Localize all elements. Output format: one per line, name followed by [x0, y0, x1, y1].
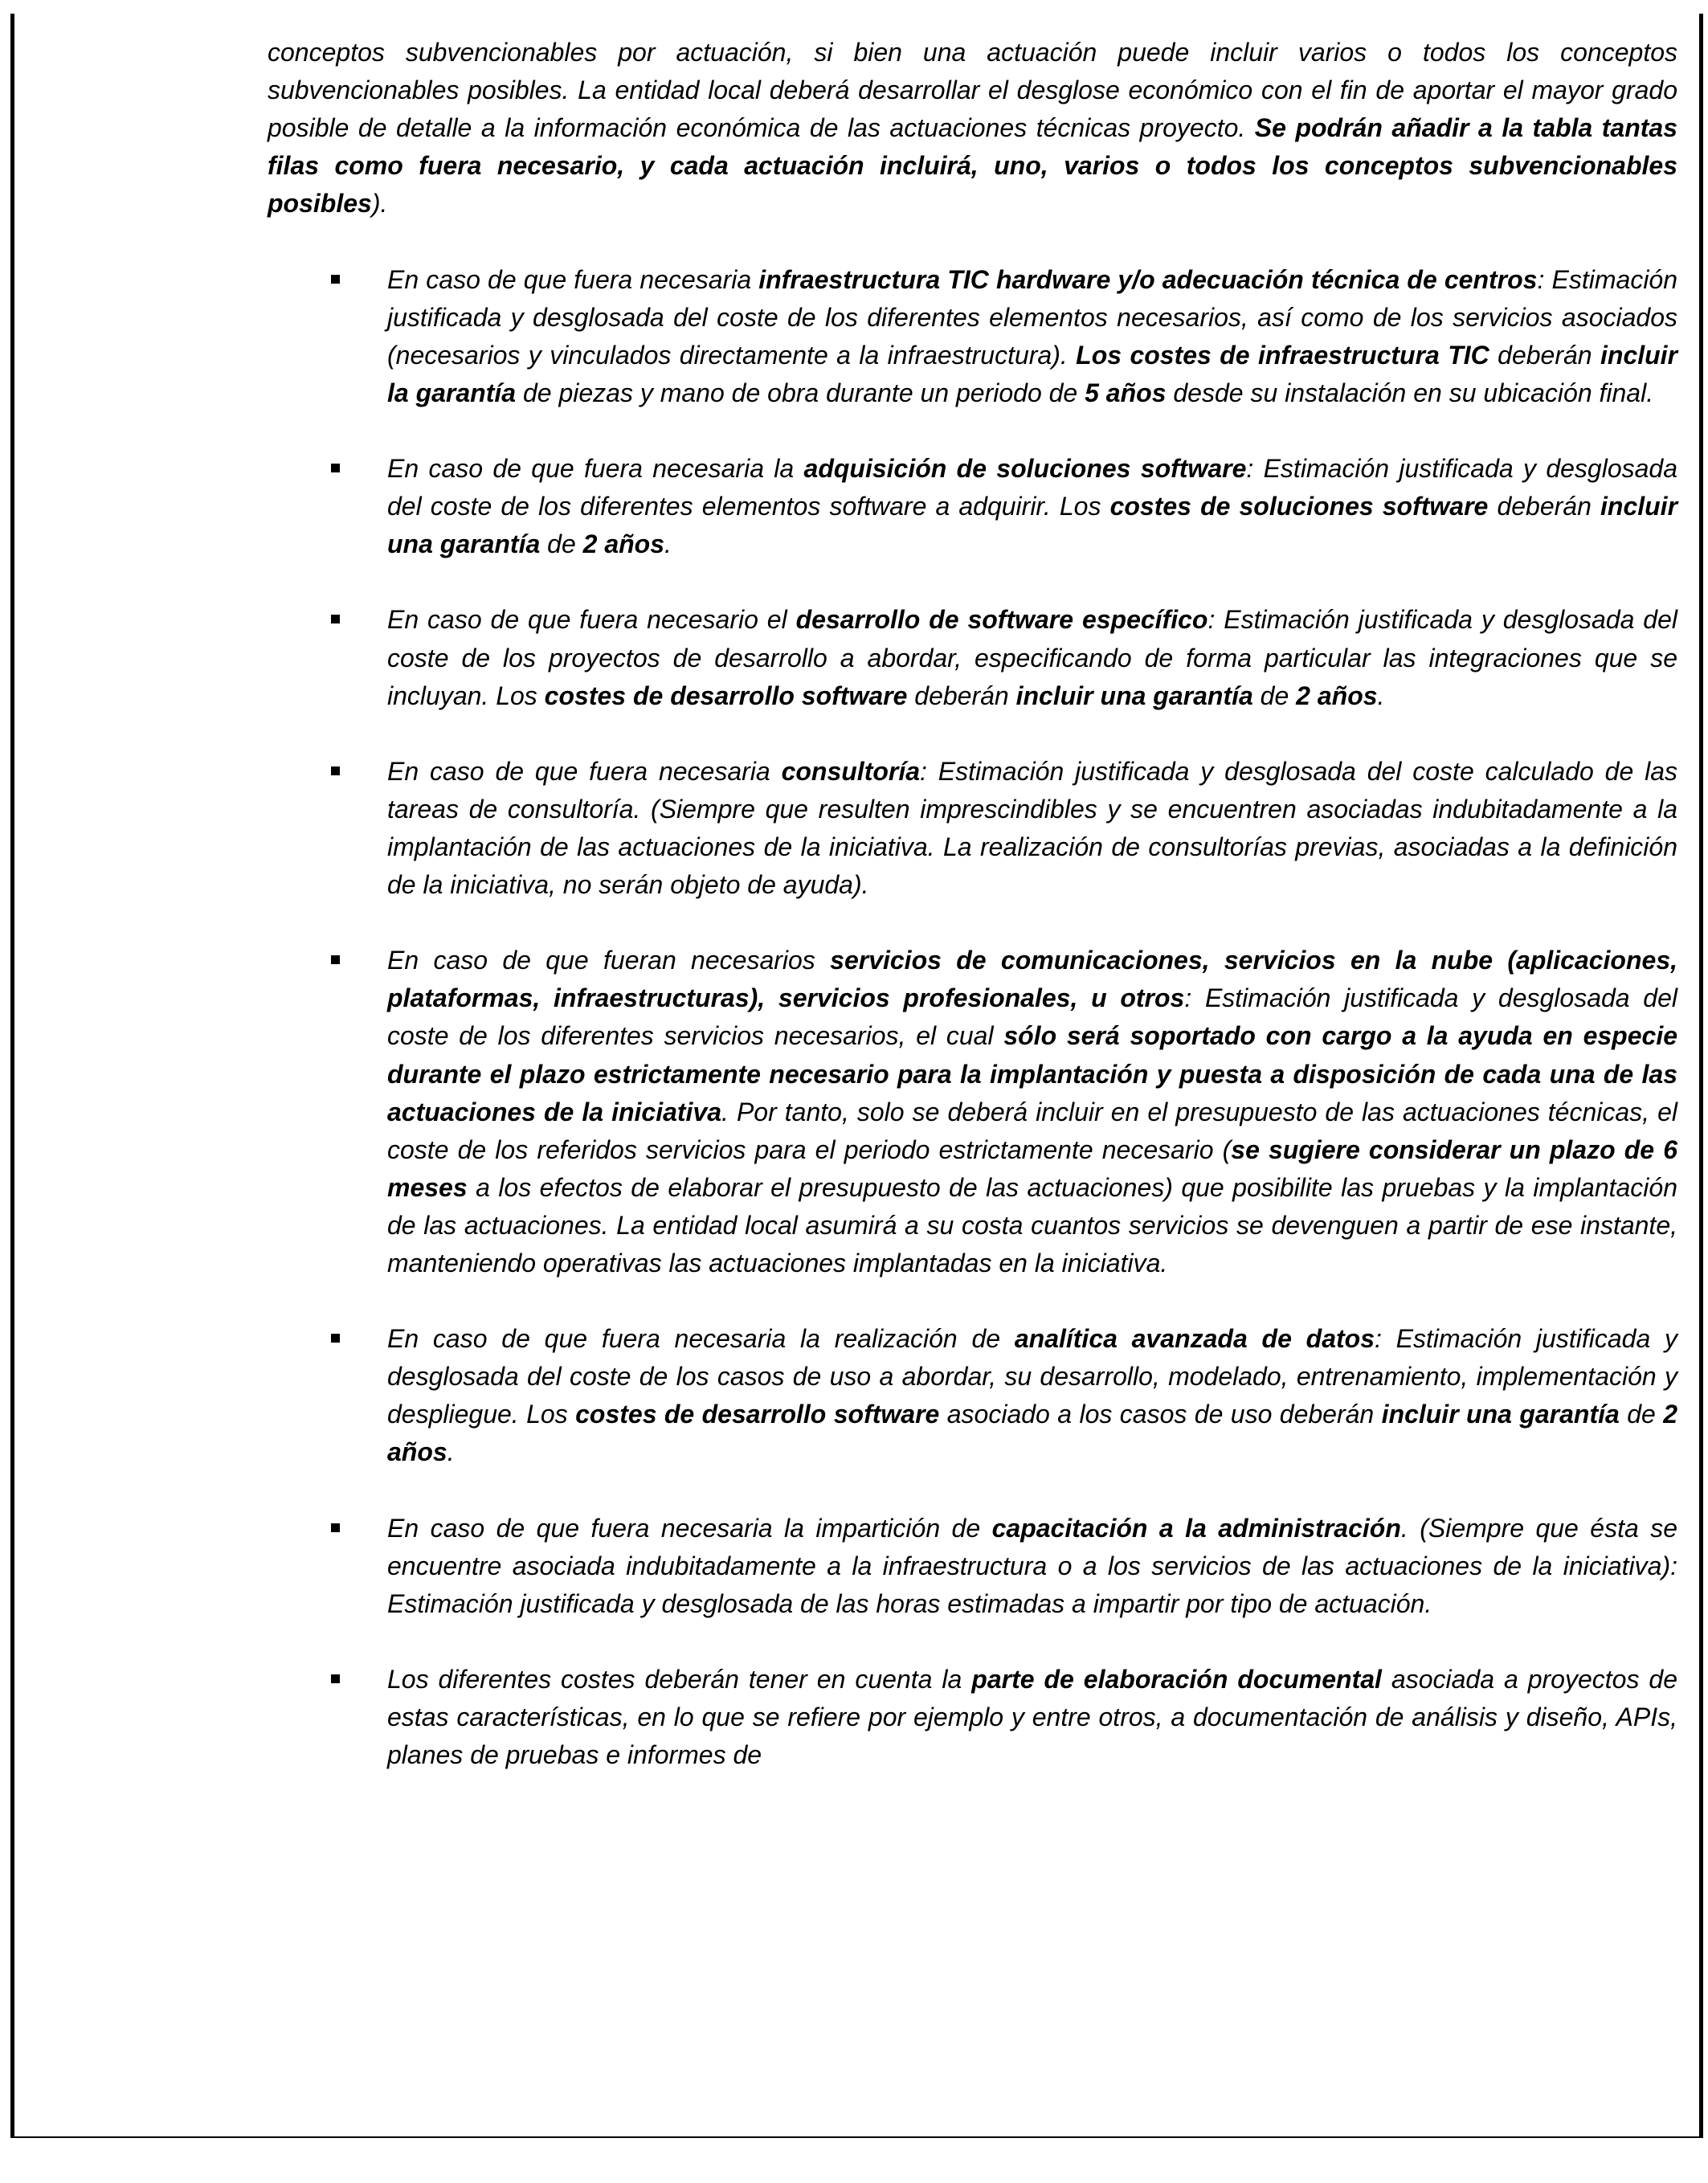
bold-segment: 2 años [1296, 681, 1378, 710]
bold-segment: adquisición de soluciones software [803, 454, 1247, 484]
text-segment: . [1377, 681, 1385, 710]
list-item-consultoria [387, 753, 1677, 904]
bold-segment: desarrollo de software específico [795, 605, 1208, 635]
bold-segment: 5 años [1085, 378, 1167, 407]
text-segment: . [447, 1437, 455, 1467]
intro-paragraph [268, 34, 1677, 223]
list-item-servicios-comunicaciones [387, 942, 1677, 1282]
text-segment: En caso de que fuera necesaria la impartición de [387, 1513, 992, 1543]
list-item-infraestructura-tic [387, 261, 1677, 412]
list-item-text [387, 1665, 1677, 1769]
bold-segment: costes de desarrollo software [575, 1400, 940, 1429]
text-segment: deberán [1489, 340, 1600, 370]
square-bullet-icon [331, 1523, 340, 1532]
square-bullet-icon [331, 615, 340, 623]
bold-segment: infraestructura TIC hardware y/o adecuación técnica de centros [758, 264, 1538, 294]
intro-text: conceptos subvencionables por actuación, si bien una actuación puede incluir varios o todos los conceptos subvencionables posibles. La entidad local deberá desarrollar el desglose económico con el fin de aportar el mayor grado posible de detalle a la información económica de las actuaciones técnicas proyecto. [268, 38, 1677, 143]
list-item-text [387, 946, 1677, 1278]
list-item-desarrollo-software [387, 601, 1677, 714]
text-segment: asociado a los casos de uso deberán [939, 1400, 1382, 1429]
list-item-text [387, 454, 1677, 558]
text-segment: de piezas y mano de obra durante un periodo de [516, 378, 1085, 407]
list-item-analitica-datos [387, 1320, 1677, 1471]
bold-segment: sólo será soportado con cargo a la ayuda en especie durante el plazo estrictamente necesario para la implantación y puesta a disposición de cada una de las actuaciones de la iniciativa [387, 1021, 1678, 1126]
bold-segment: Los costes de infraestructura TIC [1076, 340, 1489, 370]
text-segment: : Estimación justificada y desglosada del coste de los diferentes elementos software a adquirir. Los [387, 454, 1678, 521]
bold-segment: incluir una garantía [387, 492, 1678, 559]
text-segment: : Estimación justificada y desglosada del coste de los diferentes servicios necesarios, el cual [387, 983, 1677, 1051]
text-segment: : Estimación justificada y desglosada del coste de los diferentes elementos necesarios, así como de los servicios asociados (necesarios y vinculados directamente a la infraestructura). [387, 264, 1678, 370]
list-item-text [387, 265, 1677, 407]
document-body [268, 34, 1677, 1812]
text-segment: : Estimación justificada y desglosada del coste de los casos de uso a abordar, su desarrollo, modelado, entrenamiento, implementación y despliegue. Los [387, 1324, 1678, 1429]
text-segment: deberán [907, 681, 1016, 710]
bold-segment: parte de elaboración documental [971, 1665, 1382, 1694]
text-segment: deberán [1488, 492, 1600, 521]
text-segment: desde su instalación en su ubicación final. [1166, 378, 1654, 407]
text-segment: En caso de que fuera necesaria [387, 264, 759, 294]
text-segment: Los diferentes costes deberán tener en cuenta la [387, 1665, 972, 1694]
text-segment: En caso de que fuera necesaria la realización de [387, 1324, 1015, 1354]
text-segment: En caso de que fuera necesario el [387, 605, 796, 635]
bold-segment: servicios de comunicaciones, servicios en la nube (aplicaciones, plataformas, infraestructuras), servicios profesionales, u otros [387, 946, 1678, 1013]
text-segment: : Estimación justificada y desglosada del coste calculado de las tareas de consultoría. (Siempre que resulten imprescindibles y se encuentren asociadas indubitadamente a la implantación de las actuaciones de la iniciativa. La realización de consultorías previas, asociadas a la definición de la iniciativa, no serán objeto de ayuda). [387, 756, 1678, 900]
intro-closing: ). [371, 189, 388, 219]
square-bullet-icon [331, 955, 340, 964]
square-bullet-icon [331, 275, 340, 284]
bold-segment: capacitación a la administración [991, 1513, 1401, 1543]
list-item-text [387, 1324, 1677, 1466]
square-bullet-icon [331, 1334, 340, 1343]
list-item-soluciones-software [387, 450, 1677, 563]
text-segment: de [1619, 1400, 1664, 1429]
text-segment: En caso de que fueran necesarios [387, 946, 831, 975]
bold-segment: se sugiere considerar un plazo de 6 meses [387, 1134, 1678, 1202]
bold-segment: costes de desarrollo software [544, 681, 908, 710]
text-segment: En caso de que fuera necesaria la [387, 454, 804, 484]
bold-segment: analítica avanzada de datos [1014, 1324, 1375, 1354]
text-segment: a los efectos de elaborar el presupuesto de las actuaciones) que posibilite las pruebas y la implantación de las actuaciones. La entidad local asumirá a su costa cuantos servicios se devenguen a partir de ese instante, manteniendo operativas las actuaciones implantadas en la iniciativa. [387, 1172, 1677, 1278]
square-bullet-icon [331, 1674, 340, 1683]
list-item-text [387, 757, 1677, 899]
list-item-elaboracion-documental [387, 1661, 1677, 1774]
text-segment: . [664, 529, 672, 559]
bold-segment: consultoría [781, 756, 921, 786]
text-segment: asociada a proyectos de estas características, en lo que se refiere por ejemplo y entre otros, a documentación de análisis y diseño, APIs, planes de pruebas e informes de [387, 1665, 1678, 1770]
bold-segment: costes de soluciones software [1109, 492, 1489, 521]
text-segment: de [540, 529, 583, 559]
square-bullet-icon [331, 464, 340, 472]
bold-segment: 2 años [387, 1400, 1678, 1467]
list-item-text [387, 605, 1677, 709]
text-segment: de [1252, 681, 1297, 710]
bold-segment: incluir una garantía [1381, 1400, 1620, 1429]
intro-emphasis: Se podrán añadir a la tabla tantas filas como fuera necesario, y cada actuación incluirá, uno, varios o todos los conceptos subvencionables posibles [268, 113, 1678, 219]
text-segment: : Estimación justificada y desglosada del coste de los proyectos de desarrollo a abordar, especificando de forma particular las integraciones que se incluyan. Los [387, 605, 1678, 710]
bold-segment: incluir una garantía [1015, 681, 1253, 710]
square-bullet-icon [331, 767, 340, 775]
cost-items-list [268, 261, 1677, 1775]
text-segment: . Por tanto, solo se deberá incluir en el presupuesto de las actuaciones técnicas, el coste de los referidos servicios para el periodo estrictamente necesario ( [387, 1097, 1678, 1164]
list-item-capacitacion [387, 1510, 1677, 1623]
list-item-text [387, 1514, 1677, 1618]
bold-segment: 2 años [582, 529, 665, 559]
text-segment: . (Siempre que ésta se encuentre asociada indubitadamente a la infraestructura o a los servicios de las actuaciones de la iniciativa): Estimación justificada y desglosada de las horas estimadas a impartir por tipo de actuación. [387, 1513, 1678, 1618]
bold-segment: incluir la garantía [387, 340, 1678, 407]
text-segment: En caso de que fuera necesaria [387, 756, 782, 786]
